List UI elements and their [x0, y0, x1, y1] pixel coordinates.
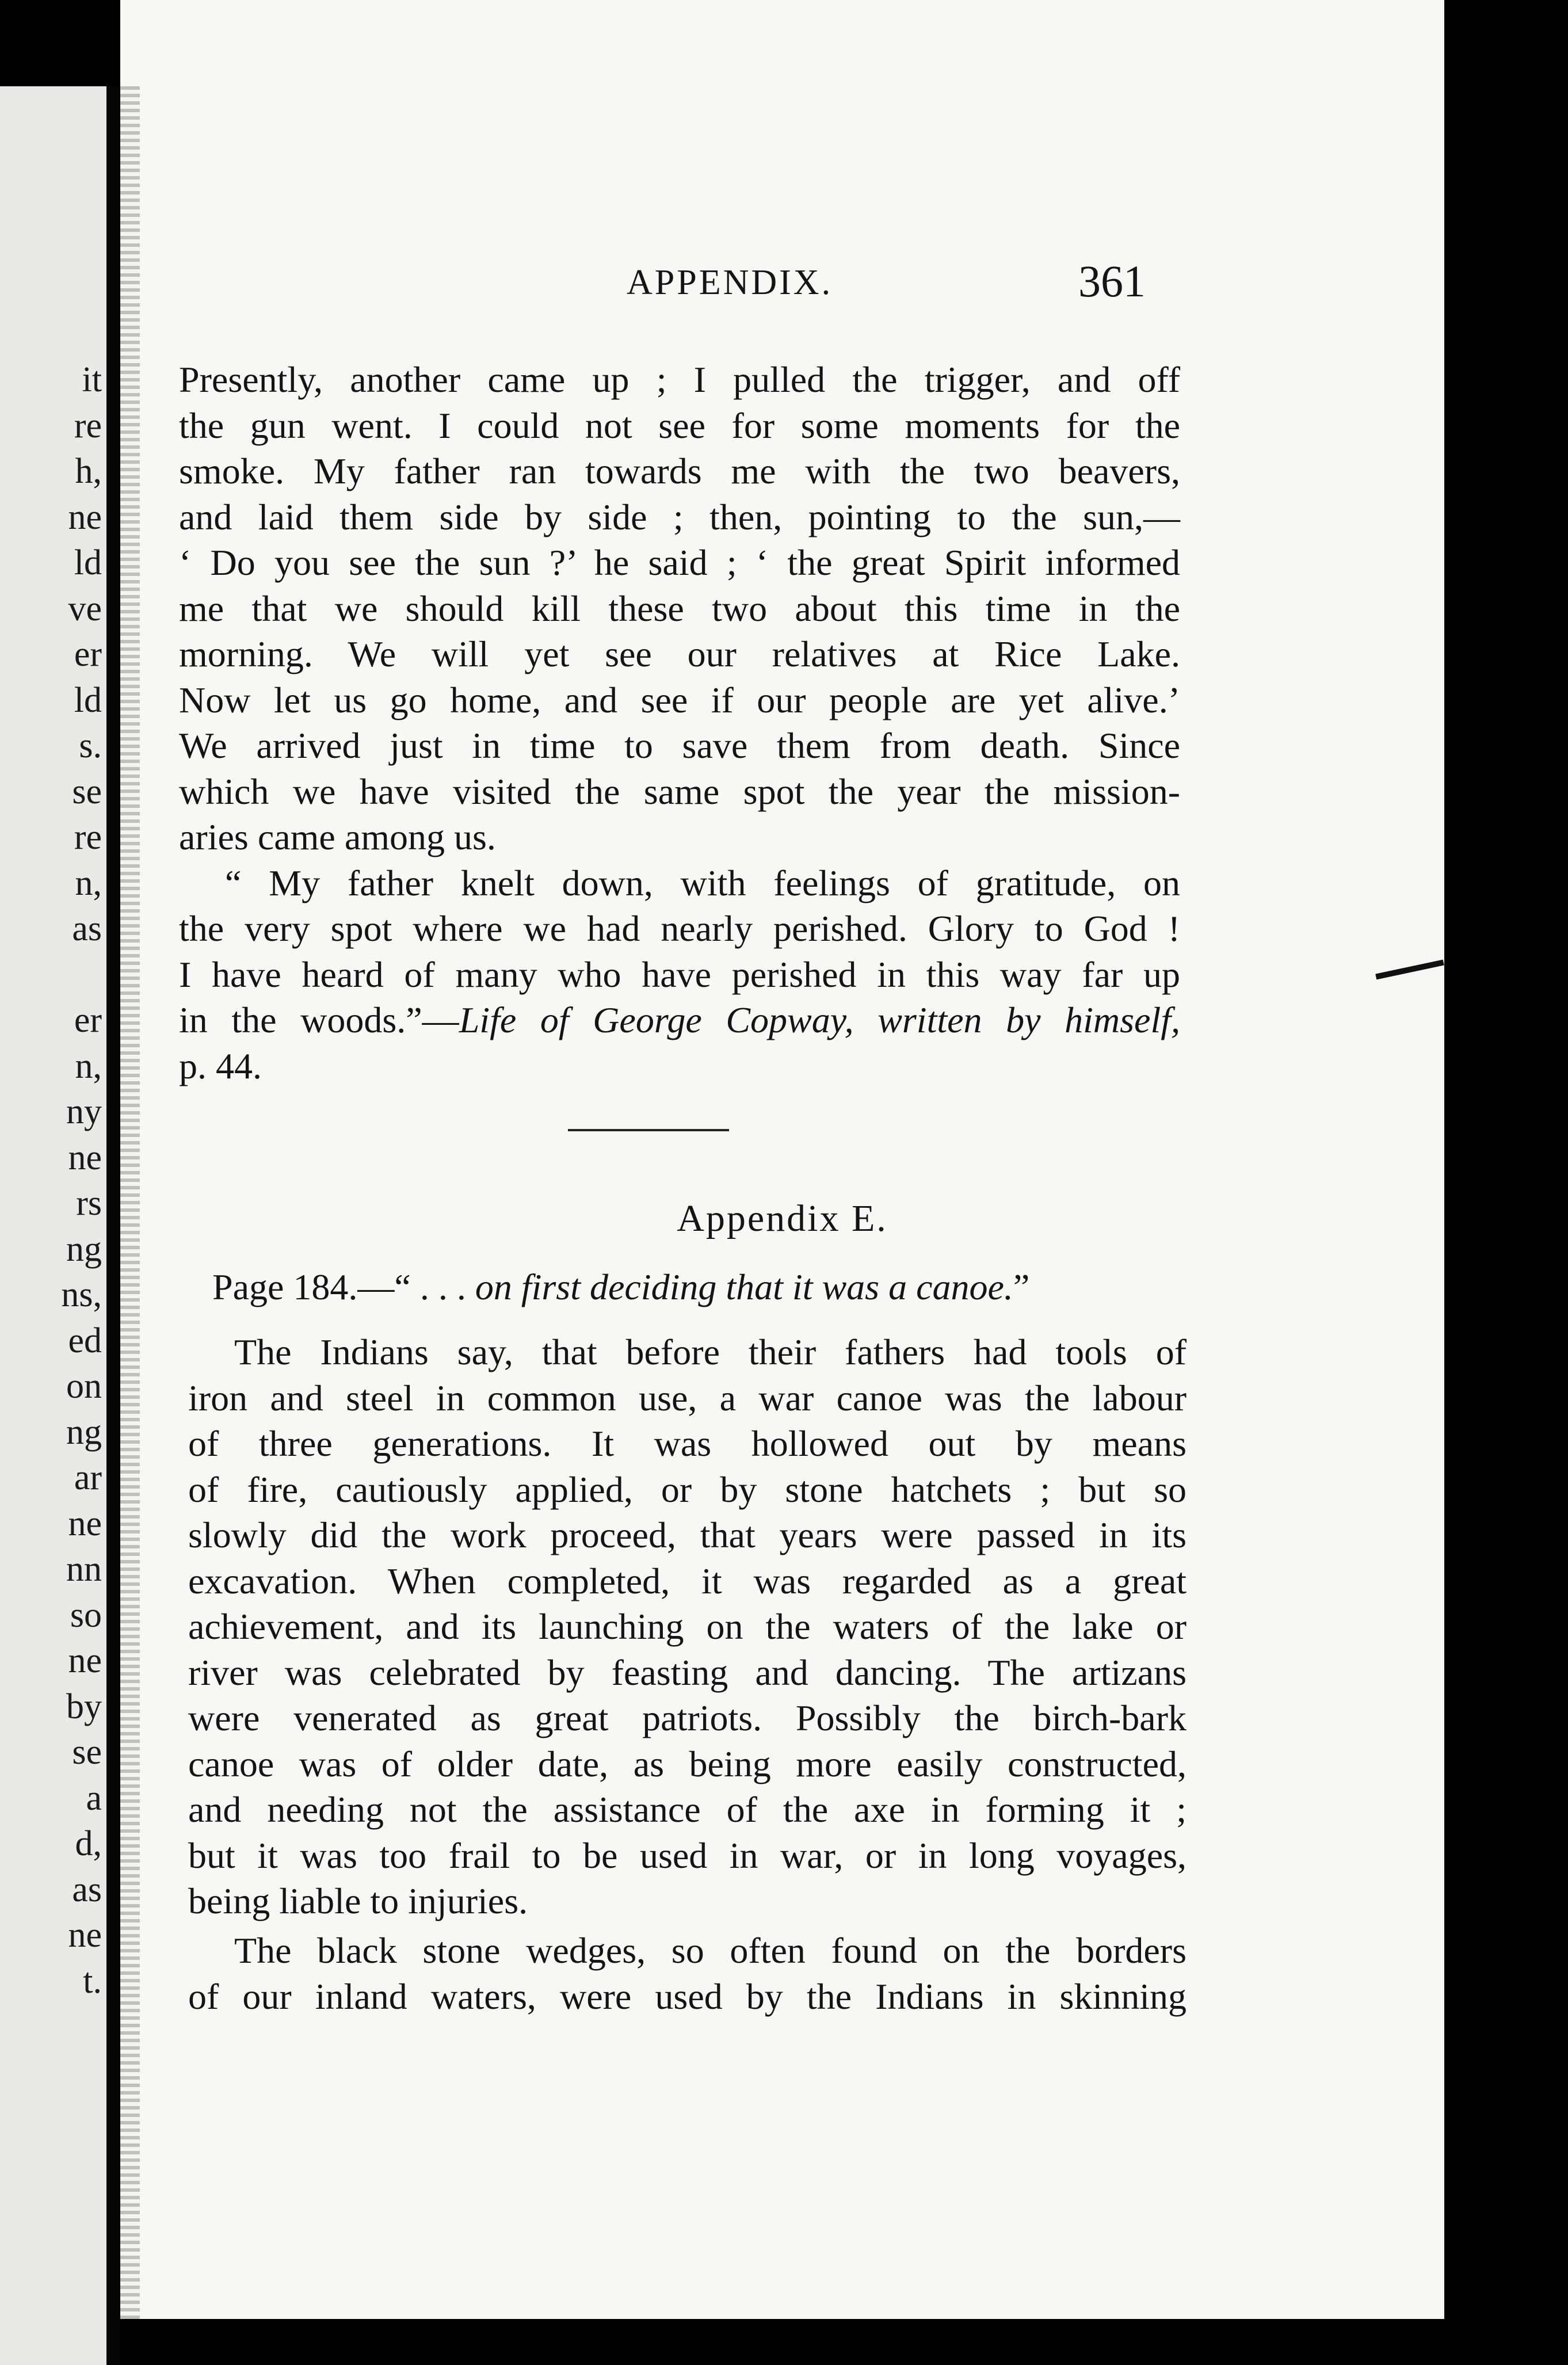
paragraph	[188, 1928, 1187, 2019]
facing-page-fragment: ne	[68, 1916, 102, 1955]
facing-page-fragment: a	[86, 1778, 102, 1818]
facing-page-fragment: se	[72, 1733, 102, 1772]
section-divider	[568, 1129, 729, 1131]
facing-page-fragment: ng	[66, 1412, 102, 1452]
text-line: me that we should kill these two about this time in the	[179, 588, 1180, 629]
text-line: excavation. When completed, it was regarded as a great	[188, 1560, 1187, 1601]
text-line: and needing not the assistance of the axe in forming it ;	[188, 1789, 1187, 1830]
text-line: morning. We will yet see our relatives at Rice Lake.	[179, 634, 1180, 674]
paragraph	[188, 1329, 1187, 1924]
facing-page-fragment: ng	[66, 1229, 102, 1269]
text-line: the gun went. I could not see for some moments for the	[179, 405, 1180, 446]
quote-end: in the woods.”—	[179, 1000, 459, 1040]
text-line	[179, 997, 1180, 1043]
page-ref-close: ”	[1013, 1267, 1030, 1307]
text-line: were venerated as great patriots. Possibly the birch-bark	[188, 1698, 1187, 1738]
text-line: slowly did the work proceed, that years were passed in its	[188, 1515, 1187, 1555]
facing-page-fragment: n,	[75, 863, 102, 903]
facing-page-fragment: ne	[68, 497, 102, 537]
facing-page-fragment: ld	[74, 680, 102, 720]
facing-page-fragment: so	[70, 1595, 102, 1635]
facing-page-fragment: on	[66, 1367, 102, 1406]
appendix-e-paragraph-1	[188, 1329, 1187, 1924]
text-line: The black stone wedges, so often found on the borders	[234, 1930, 1187, 1971]
facing-page-fragment: ne	[68, 1504, 102, 1543]
paragraph	[179, 860, 1180, 1089]
facing-page-fragment: nn	[66, 1550, 102, 1589]
text-line: river was celebrated by feasting and dancing. The artizans	[188, 1651, 1187, 1693]
facing-page-fragment: s.	[79, 726, 102, 765]
text-line: aries came among us.	[179, 817, 496, 857]
text-line: I have heard of many who have perished in this way far up	[179, 953, 1180, 995]
text-line: smoke. My father ran towards me with the two beavers,	[179, 451, 1180, 491]
facing-page-fragment: ne	[68, 1641, 102, 1680]
text-line: of fire, cautiously applied, or by stone hatchets ; but so	[188, 1468, 1187, 1510]
text-line: Presently, another came up ; I pulled the trigger, and off	[179, 359, 1180, 400]
facing-page-fragment: n,	[75, 1046, 102, 1086]
text-line: being liable to injuries.	[188, 1880, 528, 1921]
book-page	[120, 0, 1444, 2319]
text-line: canoe was of older date, as being more easily constructed,	[188, 1743, 1187, 1784]
text-line: iron and steel in common use, a war canoe was the labour	[188, 1377, 1187, 1418]
text-line: which we have visited the same spot the year the mission-	[179, 770, 1180, 812]
facing-page-fragment: re	[74, 818, 102, 857]
citation-title: Life of George Copway, written by himself,	[459, 1000, 1181, 1040]
paragraph	[179, 357, 1180, 860]
facing-page-fragment: er	[74, 635, 102, 674]
text-line: of three generations. It was hollowed out by means	[188, 1423, 1187, 1464]
page-header	[120, 256, 1444, 311]
text-line: but it was too frail to be used in war, or in long voyages,	[188, 1834, 1187, 1876]
page-ref-quote: on first deciding that it was a canoe.	[475, 1267, 1013, 1307]
facing-page-fragment: ar	[74, 1458, 102, 1497]
facing-page-fragment: ns,	[61, 1275, 102, 1314]
text-line: of our inland waters, were used by the Indians in skinning	[188, 1975, 1187, 2017]
text-line: The Indians say, that before their fathers had tools of	[234, 1332, 1187, 1372]
page-number: 361	[1078, 256, 1146, 306]
page-edge-texture	[120, 86, 140, 2319]
text-line: ‘ Do you see the sun ?’ he said ; ‘ the great Spirit informed	[179, 542, 1180, 583]
facing-page-fragment: it	[82, 360, 102, 399]
page-reference	[212, 1266, 1029, 1309]
facing-page-edge	[0, 86, 106, 2365]
facing-page-fragment: ny	[66, 1092, 102, 1131]
text-line: achievement, and its launching on the waters of the lake or	[188, 1606, 1187, 1647]
text-line: “ My father knelt down, with feelings of gratitude, on	[225, 862, 1180, 903]
facing-page-fragment: ed	[68, 1321, 102, 1360]
facing-page-fragment: re	[74, 406, 102, 445]
facing-page-fragment: se	[72, 772, 102, 811]
facing-page-fragment: t.	[83, 1961, 102, 2001]
page-ref-label: Page 184.—“ . . .	[212, 1267, 475, 1307]
running-head: APPENDIX.	[627, 263, 833, 302]
facing-page-fragment: ne	[68, 1138, 102, 1177]
text-line: the very spot where we had nearly perished. Glory to God !	[179, 908, 1180, 949]
text-line: and laid them side by side ; then, pointing to the sun,—	[179, 496, 1180, 537]
text-line: Now let us go home, and see if our people are yet alive.’	[179, 679, 1180, 720]
facing-page-fragment: h,	[75, 452, 102, 491]
appendix-heading: Appendix E.	[677, 1197, 888, 1239]
text-line: p. 44.	[179, 1045, 262, 1086]
appendix-d-continuation	[179, 357, 1180, 1089]
appendix-e-paragraph-2	[188, 1928, 1187, 2019]
facing-page-fragment: er	[74, 1001, 102, 1040]
facing-page-fragment: ld	[74, 543, 102, 582]
facing-page-fragment: as	[72, 909, 102, 948]
ink-mark	[1375, 960, 1444, 980]
binding-gutter	[106, 86, 120, 2365]
facing-page-fragment: rs	[76, 1184, 102, 1223]
facing-page-fragment: ve	[68, 589, 102, 628]
facing-page-fragment: by	[66, 1687, 102, 1726]
text-line: We arrived just in time to save them from death. Since	[179, 725, 1180, 766]
facing-page-fragment: d,	[75, 1824, 102, 1863]
facing-page-fragment: as	[72, 1870, 102, 1909]
